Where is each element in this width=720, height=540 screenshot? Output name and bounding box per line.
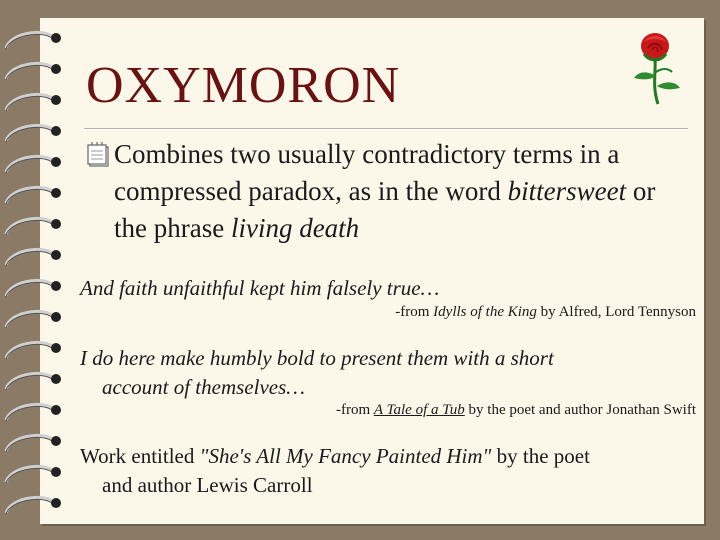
definition-middle: or the phrase <box>114 176 656 243</box>
slide-title: OXYMORON <box>86 57 401 114</box>
spiral-ring-icon <box>6 497 61 514</box>
term-living-death: living death <box>230 213 360 243</box>
spiral-ring-icon <box>6 404 61 421</box>
spiral-ring-icon <box>6 156 61 173</box>
spiral-ring-icon <box>6 125 61 142</box>
swift-quote-line1: I do here make humbly bold to present them with a short <box>80 346 554 370</box>
title-divider <box>84 128 688 130</box>
source-prefix: -from <box>395 304 434 320</box>
source-author: by the poet and author Jonathan Swift <box>464 402 696 418</box>
swift-source <box>336 402 696 419</box>
rose-icon <box>622 28 688 108</box>
source-title: A Tale of a Tub <box>373 402 465 418</box>
definition-lead: Combines two usually contradictory terms in a compressed paradox, as in the word <box>114 139 620 206</box>
spiral-ring-icon <box>6 218 61 235</box>
swift-quote-line2: account of themselves… <box>102 375 305 399</box>
spiral-ring-icon <box>6 249 61 266</box>
carroll-work-title: "She's All My Fancy Painted Him" <box>199 444 492 468</box>
swift-quote <box>80 344 660 402</box>
spiral-ring-icon <box>6 435 61 452</box>
spiral-ring-icon <box>6 373 61 390</box>
carroll-lead: Work entitled <box>80 444 200 468</box>
spiral-ring-icon <box>6 187 61 204</box>
spiral-ring-icon <box>6 311 61 328</box>
notepad-bullet-icon <box>86 142 112 168</box>
carroll-trail: by the poet <box>491 444 590 468</box>
source-author: by Alfred, Lord Tennyson <box>536 304 696 320</box>
carroll-line2: and author Lewis Carroll <box>102 473 313 497</box>
carroll-example <box>80 442 680 500</box>
tennyson-quote: And faith unfaithful kept him falsely true… <box>80 276 440 300</box>
spiral-ring-icon <box>6 280 61 297</box>
source-prefix: -from <box>336 402 374 418</box>
definition-text <box>114 136 694 247</box>
source-title: Idylls of the King <box>433 304 537 320</box>
spiral-ring-icon <box>6 94 61 111</box>
spiral-ring-icon <box>6 466 61 483</box>
spiral-binding <box>0 0 80 540</box>
spiral-ring-icon <box>6 342 61 359</box>
term-bittersweet: bittersweet <box>507 176 627 206</box>
spiral-ring-icon <box>6 63 61 80</box>
tennyson-source <box>395 304 696 321</box>
spiral-ring-icon <box>6 32 61 49</box>
